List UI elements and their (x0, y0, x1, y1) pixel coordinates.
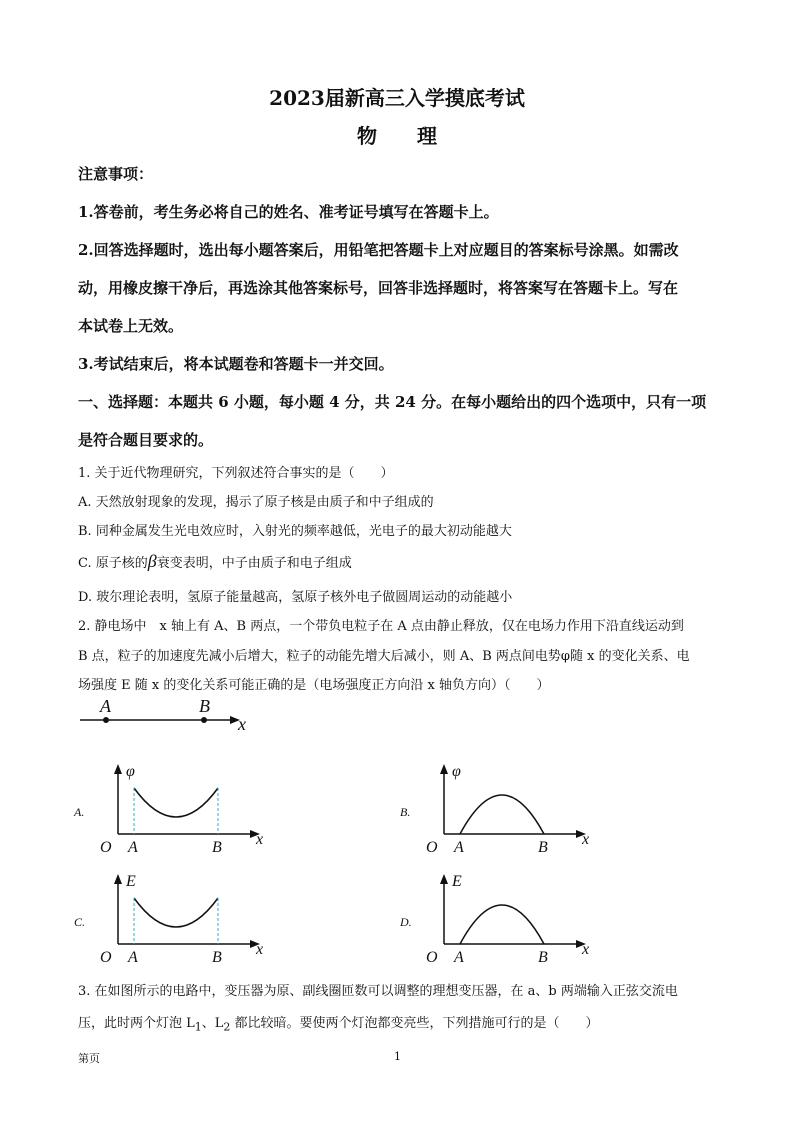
q1-stem: 1. 关于近代物理研究，下列叙述符合事实的是（ ） (78, 466, 394, 481)
l2-subscript: 2 (223, 1020, 231, 1034)
q1-option-a: A. 天然放射现象的发现，揭示了原子核是由质子和中子组成的 (78, 495, 434, 510)
option-graph-c (70, 868, 270, 968)
footer-left: 第页 (78, 1052, 100, 1065)
y-axis-label: E (126, 873, 136, 890)
curve (134, 788, 218, 817)
x-label: x (582, 941, 590, 958)
x-label: x (582, 831, 590, 848)
curve (460, 795, 544, 834)
q2-line-1: 2. 静电场中 x 轴上有 A、B 两点，一个带负电粒子在 A 点由静止释放，仅在电场力作用下沿直线运动到 (78, 619, 684, 634)
point-b-label: B (199, 696, 210, 716)
q3-line-1: 3. 在如图所示的电路中，变压器为原、副线圈匝数可以调整的理想变压器，在 a、b 两端输入正弦交流电 (78, 984, 678, 999)
q3-line-2-post: 都比较暗。要使两个灯泡都变亮些，下列措施可行的是（ ） (230, 1016, 599, 1031)
option-label: D. (400, 915, 412, 929)
subject-title: 物 理 (357, 124, 437, 148)
point-a-label: A (100, 696, 111, 716)
a-label: A (128, 949, 138, 966)
option-label: C. (74, 915, 86, 929)
x-axis-label: x (238, 714, 246, 734)
option-graph-a (70, 758, 270, 858)
q3-line-2-mid: 、L (201, 1016, 224, 1031)
x-label: x (256, 941, 264, 958)
point-a-dot (103, 717, 109, 723)
y-axis-arrow-icon (114, 764, 122, 774)
section-1-line-2: 是符合题目要求的。 (78, 431, 214, 449)
q3-line-2-pre: 压，此时两个灯泡 L (78, 1016, 195, 1031)
x-axis-figure (70, 692, 260, 732)
origin-label: O (426, 949, 438, 966)
section-1-line-1: 一、选择题：本题共 6 小题，每小题 4 分，共 24 分。在每小题给出的四个选项中，只有一项 (78, 393, 707, 411)
y-axis-arrow-icon (440, 764, 448, 774)
y-axis-arrow-icon (114, 874, 122, 884)
curve (460, 905, 544, 944)
q1-option-c (78, 551, 352, 572)
point-b-dot (201, 717, 207, 723)
b-label: B (212, 949, 222, 966)
notice-item-2-line-1: 2.回答选择题时，选出每小题答案后，用铅笔把答题卡上对应题目的答案标号涂黑。如需改 (78, 241, 679, 259)
b-label: B (538, 839, 548, 856)
notice-heading: 注意事项： (78, 165, 154, 183)
origin-label: O (100, 949, 112, 966)
y-axis-label: φ (126, 763, 135, 780)
page-number: 1 (394, 1050, 401, 1063)
y-axis-arrow-icon (440, 874, 448, 884)
option-label: B. (400, 805, 411, 819)
y-axis-label: φ (452, 763, 461, 780)
origin-label: O (426, 839, 438, 856)
beta-symbol: β (147, 551, 157, 571)
exam-title: 2023届新高三入学摸底考试 (269, 86, 525, 110)
q2-line-3: 场强度 E 随 x 的变化关系可能正确的是（电场强度正方向沿 x 轴负方向）（ ） (78, 678, 550, 693)
a-label: A (454, 839, 464, 856)
b-label: B (212, 839, 222, 856)
origin-label: O (100, 839, 112, 856)
q3-line-2 (78, 1012, 599, 1034)
q1-option-d: D. 玻尔理论表明，氢原子能量越高，氢原子核外电子做圆周运动的动能越小 (78, 590, 513, 605)
notice-item-3: 3.考试结束后，将本试题卷和答题卡一并交回。 (78, 355, 394, 373)
q2-line-2: B 点，粒子的加速度先减小后增大，粒子的动能先增大后减小，则 A、B 两点间电势φ随 x 的变化关系、电 (78, 649, 690, 664)
y-axis-label: E (452, 873, 462, 890)
a-label: A (454, 949, 464, 966)
q1-option-c-pre: C. 原子核的 (78, 556, 148, 571)
b-label: B (538, 949, 548, 966)
curve (134, 898, 218, 927)
q1-option-c-post: 衰变表明，中子由质子和电子组成 (156, 556, 352, 571)
notice-item-1: 1.答卷前，考生务必将自己的姓名、准考证号填写在答题卡上。 (78, 203, 499, 221)
option-label: A. (74, 805, 85, 819)
l1-subscript: 1 (194, 1020, 202, 1034)
a-label: A (128, 839, 138, 856)
option-graph-d (396, 868, 596, 968)
notice-item-2-line-2: 动，用橡皮擦干净后，再选涂其他答案标号，回答非选择题时，将答案写在答题卡上。写在 (78, 279, 679, 297)
x-label: x (256, 831, 264, 848)
q1-option-b: B. 同种金属发生光电效应时，入射光的频率越低，光电子的最大初动能越大 (78, 524, 512, 539)
option-graph-b (396, 758, 596, 858)
notice-item-2-line-3: 本试卷上无效。 (78, 317, 184, 335)
